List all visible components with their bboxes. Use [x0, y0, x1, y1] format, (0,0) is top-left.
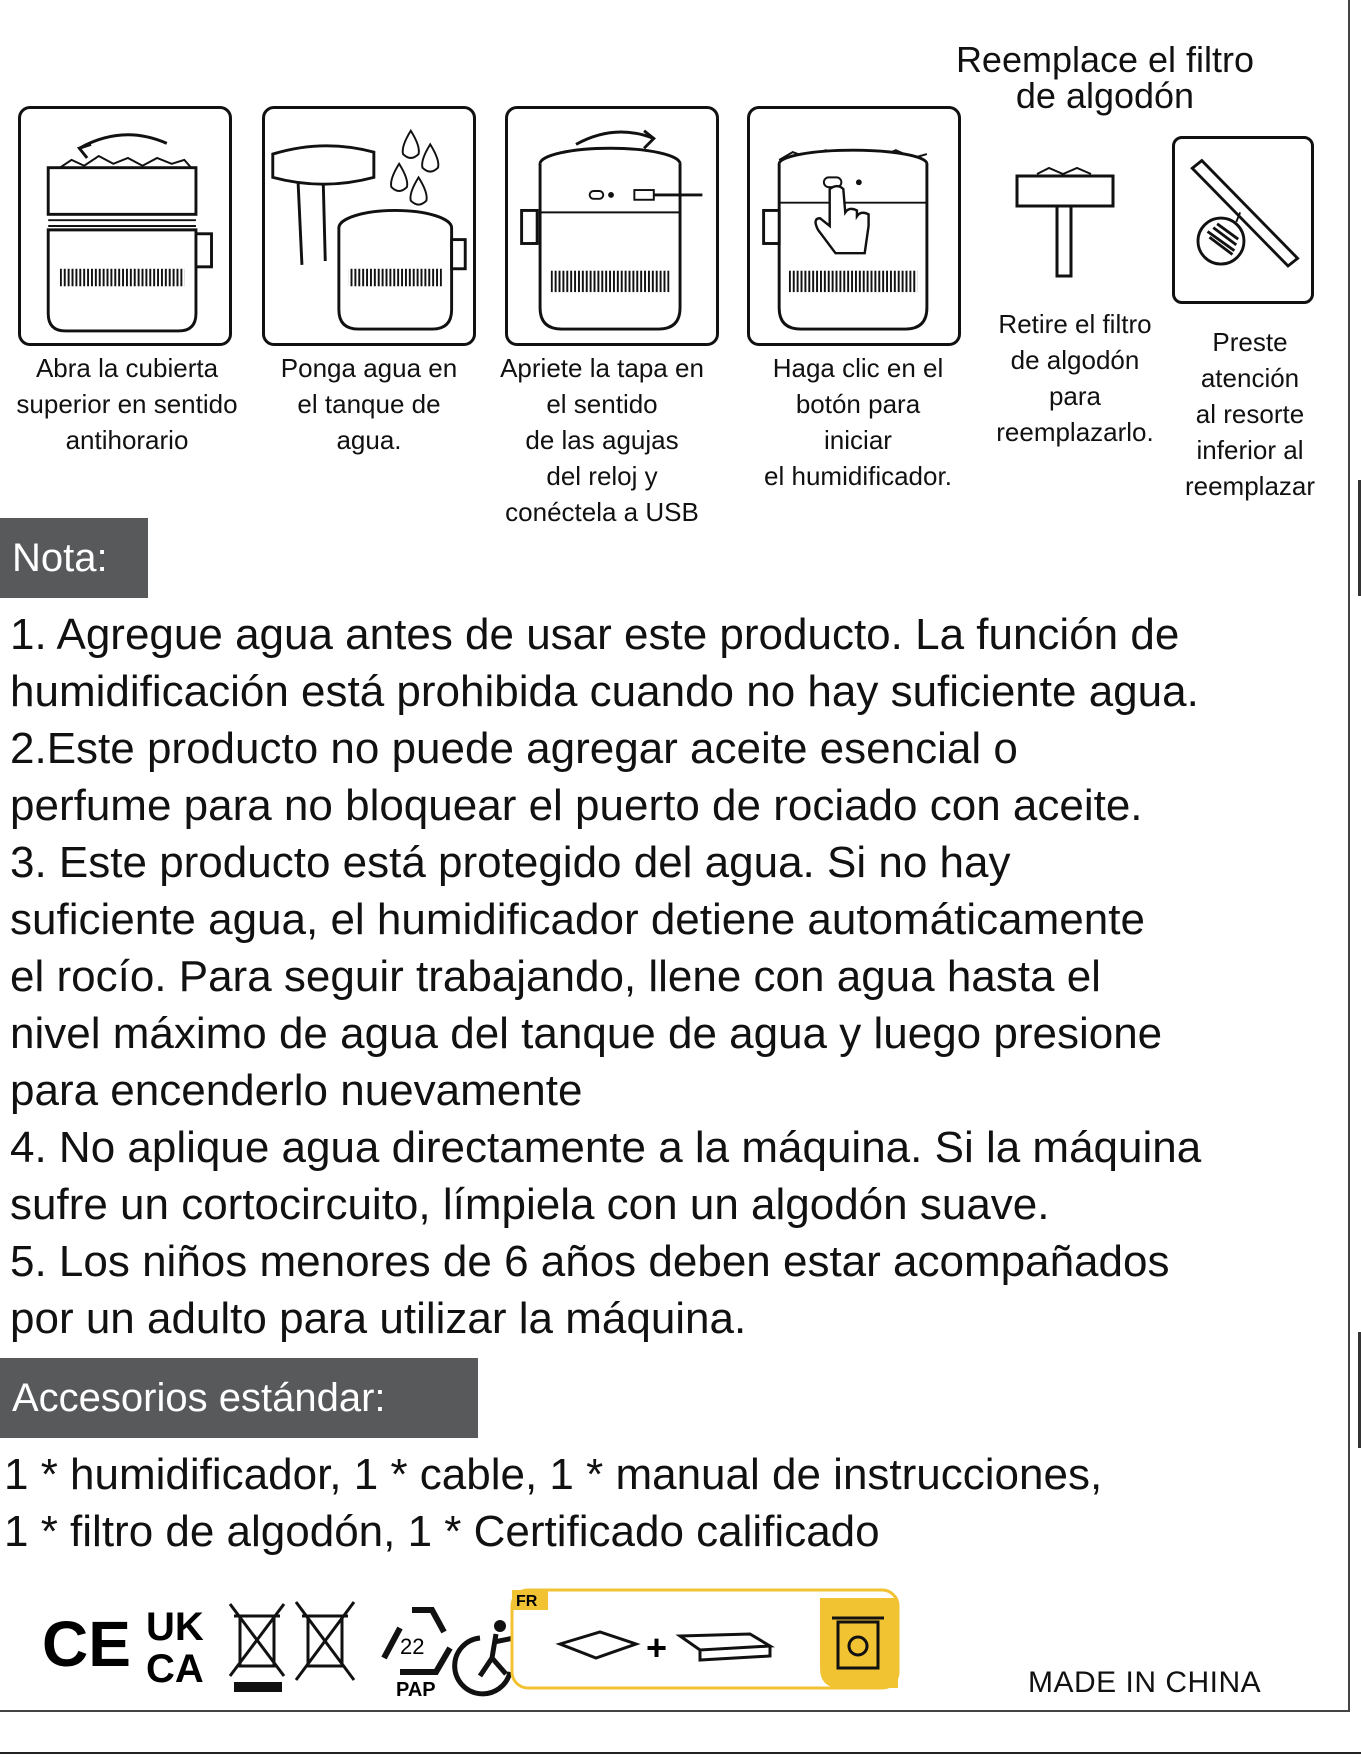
- step-4-caption: Haga clic en el botón para iniciar el humidificador.: [764, 353, 952, 491]
- note-item-2: 2.Este producto no puede agregar aceite esencial o perfume para no bloquear el puerto de rociado con aceite.: [10, 724, 1143, 830]
- fr-sorting-info-icon: [512, 1590, 898, 1688]
- humidifier-open-lid-icon: [21, 109, 229, 343]
- accessories-list: 1 * humidificador, 1 * cable, 1 * manual de instrucciones, 1 * filtro de algodón, 1 * Certificado calificado: [4, 1450, 1103, 1556]
- note-item-1: 1. Agregue agua antes de usar este producto. La función de humidificación está prohibida cuando no hay suficiente agua.: [10, 610, 1199, 716]
- note-item-4: 4. No aplique agua directamente a la máquina. Si la máquina sufre un cortocircuito, límpiela con un algodón suave.: [10, 1123, 1202, 1229]
- replace-filter-title: [935, 39, 1275, 116]
- plus-sign: +: [646, 1627, 668, 1668]
- humidifier-close-lid-usb-icon: [508, 109, 716, 343]
- humidifier-press-button-icon: [750, 109, 958, 343]
- step-1-illustration: [18, 106, 232, 346]
- step-3-caption: Apriete la tapa en el sentido de las agujas del reloj y conéctela a USB: [500, 353, 704, 527]
- accessories-heading: Accesorios estándar:: [0, 1358, 478, 1438]
- cotton-filter-icon: [1005, 166, 1125, 286]
- note-item-3: 3. Este producto está protegido del agua. Si no hay suficiente agua, el humidificador detiene automáticamente el rocío. Para seguir trabajando, llene con agua hasta el nivel máximo de agua del tanque de agua y luego presione para encenderlo nuevamente: [10, 838, 1163, 1115]
- note-heading: Nota:: [0, 518, 148, 598]
- step-1-caption: Abra la cubierta superior en sentido antihorario: [16, 353, 238, 455]
- step-6-caption: Preste atención al resorte inferior al reemplazar: [1184, 327, 1316, 501]
- cotton-filter-illustration: [1005, 166, 1125, 286]
- recycle-pap-icon: [384, 1610, 450, 1698]
- replace-filter-title-line1: Reemplace el filtro: [955, 39, 1255, 80]
- step-2-caption: Ponga agua en el tanque de agua.: [280, 353, 458, 455]
- svg-text:22: 22: [400, 1634, 425, 1659]
- ukca-mark-icon-line1: UK: [146, 1605, 204, 1649]
- ukca-mark-icon-line2: CA: [146, 1647, 204, 1691]
- marks-strip: [40, 1588, 1040, 1698]
- bottom-rule: [0, 1752, 1361, 1754]
- weee-bin-icon: [296, 1602, 354, 1680]
- spring-wick-icon: [1175, 139, 1311, 301]
- spring-illustration: [1172, 136, 1314, 304]
- svg-text:PAP: PAP: [396, 1679, 436, 1698]
- step-5-caption: Retire el filtro de algodón para reemplazarlo.: [996, 309, 1154, 447]
- made-in-label: MADE IN CHINA: [1028, 1666, 1262, 1699]
- note-item-5: 5. Los niños menores de 6 años deben estar acompañados por un adulto para utilizar la máquina.: [10, 1237, 1170, 1343]
- note-list: [10, 606, 1330, 1347]
- step-2-illustration: [262, 106, 476, 346]
- step-4-illustration: [747, 106, 961, 346]
- ce-mark-icon: CE: [42, 1608, 131, 1680]
- svg-text:FR: FR: [516, 1593, 538, 1610]
- weee-bin-icon: [230, 1604, 284, 1692]
- replace-filter-title-line2: de algodón: [1015, 75, 1195, 116]
- humidifier-add-water-icon: [265, 109, 473, 343]
- step-3-illustration: [505, 106, 719, 346]
